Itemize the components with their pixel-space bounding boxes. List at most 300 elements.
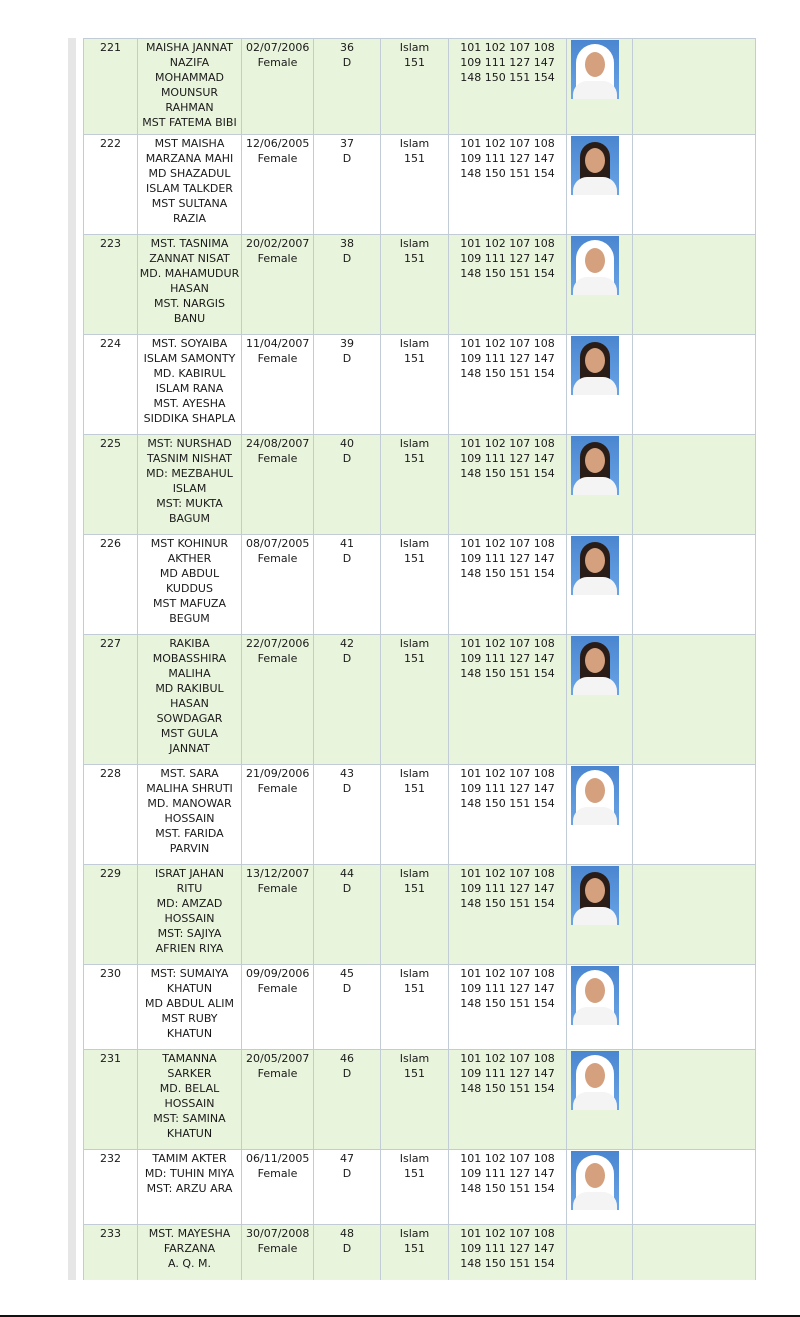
name-line: MD. BELAL [159, 1082, 220, 1095]
roll-number: 41 [340, 537, 354, 550]
religion-code: 151 [404, 152, 425, 165]
religion: Islam [399, 767, 430, 780]
remarks-cell [633, 435, 756, 535]
name-line: TAMIM AKTER [152, 1152, 227, 1165]
roll-section-cell [314, 335, 381, 435]
subject-codes: 148 150 151 154 [460, 997, 555, 1010]
gender: Female [257, 252, 298, 265]
name-line: AFRIEN RIYA [155, 942, 224, 955]
name-line: HASAN [170, 697, 209, 710]
name-line: KHATUN [166, 1127, 213, 1140]
remarks-cell [633, 635, 756, 765]
religion: Islam [399, 867, 430, 880]
name-line: MOHAMMAD [155, 71, 224, 84]
photo-face [585, 778, 605, 803]
religion: Islam [399, 537, 430, 550]
dob-gender-cell [242, 435, 314, 535]
roll-section-cell [314, 535, 381, 635]
name-line: MST: SAMINA [153, 1112, 226, 1125]
name-line: MST: ARZU ARA [146, 1182, 233, 1195]
student-name-cell [138, 765, 242, 865]
section: D [342, 782, 352, 795]
student-photo [571, 136, 619, 195]
date-of-birth: 12/06/2005 [246, 137, 310, 150]
name-line: MD RAKIBUL [155, 682, 224, 695]
dob-gender-cell [242, 1050, 314, 1150]
name-line: BEGUM [169, 612, 210, 625]
roll-number: 39 [340, 337, 354, 350]
name-line: MST. TASNIMA [150, 237, 229, 250]
table-row [84, 1225, 756, 1281]
photo-face [585, 978, 605, 1003]
row-id: 221 [100, 41, 121, 54]
date-of-birth: 06/11/2005 [246, 1152, 310, 1165]
photo-cell [567, 865, 633, 965]
name-line: ISLAM RANA [155, 382, 224, 395]
name-line: ISRAT JAHAN [155, 867, 224, 880]
row-id-cell [84, 865, 138, 965]
name-line: KHATUN [166, 1027, 213, 1040]
subject-codes: 148 150 151 154 [460, 1082, 555, 1095]
gender: Female [257, 882, 298, 895]
gender: Female [257, 782, 298, 795]
dob-gender-cell [242, 965, 314, 1050]
photo-cell [567, 1150, 633, 1225]
name-line: MALIHA [168, 667, 211, 680]
name-line: MOBASSHIRA [152, 652, 227, 665]
photo-shoulders [573, 377, 617, 395]
name-line: MD SHAZADUL [148, 167, 231, 180]
student-name-cell [138, 435, 242, 535]
student-name-cell [138, 635, 242, 765]
subject-codes: 101 102 107 108 [460, 1052, 555, 1065]
section: D [342, 1167, 352, 1180]
subjects-cell [449, 1050, 567, 1150]
name-line: MST FATEMA BIBI [142, 116, 237, 129]
remarks-cell [633, 235, 756, 335]
student-photo [571, 40, 619, 99]
row-id-cell [84, 635, 138, 765]
row-id: 229 [100, 867, 121, 880]
name-line: TAMANNA [162, 1052, 217, 1065]
name-line: RAZIA [172, 212, 207, 225]
section: D [342, 252, 352, 265]
name-line: MAISHA JANNAT [146, 41, 233, 54]
student-roster-table [83, 38, 756, 1280]
name-line: AKTHER [167, 552, 212, 565]
row-id-cell [84, 765, 138, 865]
religion: Islam [399, 137, 430, 150]
name-line: MST. MAYESHA [148, 1227, 231, 1240]
gender: Female [257, 452, 298, 465]
student-name-cell [138, 135, 242, 235]
roll-section-cell [314, 1150, 381, 1225]
roll-section-cell [314, 765, 381, 865]
name-line: ZANNAT NISAT [149, 252, 230, 265]
table-row [84, 435, 756, 535]
row-id-cell [84, 235, 138, 335]
photo-face [585, 348, 605, 373]
photo-shoulders [573, 577, 617, 595]
subject-codes: 101 102 107 108 [460, 1152, 555, 1165]
photo-face [585, 1163, 605, 1188]
religion-cell [381, 765, 449, 865]
religion-cell [381, 335, 449, 435]
name-line: HOSSAIN [164, 812, 215, 825]
dob-gender-cell [242, 635, 314, 765]
student-photo [571, 436, 619, 495]
religion-cell [381, 635, 449, 765]
religion: Islam [399, 637, 430, 650]
subjects-cell [449, 1150, 567, 1225]
name-line: MST. AYESHA [153, 397, 226, 410]
section: D [342, 982, 352, 995]
roll-number: 43 [340, 767, 354, 780]
photo-cell [567, 335, 633, 435]
photo-face [585, 248, 605, 273]
gender: Female [257, 652, 298, 665]
date-of-birth: 21/09/2006 [246, 767, 310, 780]
remarks-cell [633, 765, 756, 865]
name-line: RAHMAN [165, 101, 214, 114]
subject-codes: 148 150 151 154 [460, 1182, 555, 1195]
student-name-cell [138, 1150, 242, 1225]
roll-number: 44 [340, 867, 354, 880]
table-row [84, 865, 756, 965]
photo-cell [567, 1050, 633, 1150]
roll-number: 40 [340, 437, 354, 450]
religion-code: 151 [404, 352, 425, 365]
religion: Islam [399, 337, 430, 350]
subject-codes: 148 150 151 154 [460, 167, 555, 180]
row-id: 224 [100, 337, 121, 350]
name-line: MST MAFUZA [153, 597, 226, 610]
gender: Female [257, 56, 298, 69]
section: D [342, 352, 352, 365]
subjects-cell [449, 635, 567, 765]
photo-face [585, 548, 605, 573]
student-photo [571, 236, 619, 295]
religion: Islam [399, 1052, 430, 1065]
student-name-cell [138, 39, 242, 135]
name-line: SARKER [167, 1067, 212, 1080]
row-id-cell [84, 135, 138, 235]
row-id: 232 [100, 1152, 121, 1165]
student-photo [571, 866, 619, 925]
name-line: MARZANA MAHI [145, 152, 234, 165]
roll-number: 36 [340, 41, 354, 54]
name-line: ISLAM [172, 482, 207, 495]
row-id: 233 [100, 1227, 121, 1240]
dob-gender-cell [242, 865, 314, 965]
subject-codes: 109 111 127 147 [460, 982, 555, 995]
date-of-birth: 11/04/2007 [246, 337, 310, 350]
religion: Islam [399, 967, 430, 980]
gender: Female [257, 552, 298, 565]
remarks-cell [633, 1050, 756, 1150]
student-photo [571, 636, 619, 695]
name-line: JANNAT [169, 742, 210, 755]
table-row [84, 765, 756, 865]
religion-code: 151 [404, 252, 425, 265]
name-line: HASAN [170, 282, 209, 295]
row-id-cell [84, 1050, 138, 1150]
name-line: PARVIN [169, 842, 210, 855]
name-line: MST. SARA [160, 767, 219, 780]
religion-cell [381, 865, 449, 965]
table-row [84, 1150, 756, 1225]
name-line: SIDDIKA SHAPLA [143, 412, 236, 425]
name-line: MST: MUKTA [156, 497, 223, 510]
subject-codes: 109 111 127 147 [460, 1167, 555, 1180]
name-line: MD ABDUL ALIM [144, 997, 235, 1010]
section: D [342, 882, 352, 895]
name-line: MD. MANOWAR [147, 797, 232, 810]
religion: Islam [399, 237, 430, 250]
religion-code: 151 [404, 452, 425, 465]
subject-codes: 148 150 151 154 [460, 797, 555, 810]
roll-section-cell [314, 1225, 381, 1281]
date-of-birth: 08/07/2005 [246, 537, 310, 550]
name-line: ISLAM TALKDER [146, 182, 233, 195]
subject-codes: 148 150 151 154 [460, 567, 555, 580]
roll-number: 46 [340, 1052, 354, 1065]
row-id-cell [84, 1150, 138, 1225]
student-name-cell [138, 1225, 242, 1281]
row-id: 230 [100, 967, 121, 980]
name-line: MST MAISHA [154, 137, 225, 150]
remarks-cell [633, 135, 756, 235]
table-row [84, 235, 756, 335]
religion-cell [381, 1150, 449, 1225]
name-line: MST RUBY [161, 1012, 218, 1025]
subjects-cell [449, 765, 567, 865]
date-of-birth: 24/08/2007 [246, 437, 310, 450]
religion-code: 151 [404, 1167, 425, 1180]
roll-number: 48 [340, 1227, 354, 1240]
photo-shoulders [573, 1192, 617, 1210]
name-line: KHATUN [166, 982, 213, 995]
gender: Female [257, 1167, 298, 1180]
table-row [84, 135, 756, 235]
name-line: ISLAM SAMONTY [143, 352, 236, 365]
roll-number: 37 [340, 137, 354, 150]
subject-codes: 148 150 151 154 [460, 667, 555, 680]
subjects-cell [449, 435, 567, 535]
section: D [342, 1067, 352, 1080]
student-name-cell [138, 1050, 242, 1150]
name-line: MST: SAJIYA [157, 927, 222, 940]
name-line: MST. NARGIS [153, 297, 226, 310]
photo-face [585, 878, 605, 903]
roll-number: 42 [340, 637, 354, 650]
name-line: BANU [173, 312, 206, 325]
dob-gender-cell [242, 135, 314, 235]
subject-codes: 148 150 151 154 [460, 1257, 555, 1270]
student-photo [571, 766, 619, 825]
dob-gender-cell [242, 535, 314, 635]
remarks-cell [633, 1225, 756, 1281]
religion-cell [381, 1225, 449, 1281]
row-id-cell [84, 39, 138, 135]
roll-number: 47 [340, 1152, 354, 1165]
row-id: 223 [100, 237, 121, 250]
subject-codes: 109 111 127 147 [460, 552, 555, 565]
photo-cell [567, 39, 633, 135]
photo-shoulders [573, 477, 617, 495]
table-row [84, 635, 756, 765]
name-line: BAGUM [169, 512, 210, 525]
student-name-cell [138, 235, 242, 335]
section: D [342, 552, 352, 565]
row-id: 227 [100, 637, 121, 650]
subject-codes: 101 102 107 108 [460, 137, 555, 150]
roll-section-cell [314, 135, 381, 235]
photo-cell [567, 635, 633, 765]
religion: Islam [399, 41, 430, 54]
row-id-cell [84, 965, 138, 1050]
religion-code: 151 [404, 982, 425, 995]
row-id: 228 [100, 767, 121, 780]
photo-face [585, 52, 605, 77]
section: D [342, 652, 352, 665]
photo-shoulders [573, 177, 617, 195]
student-photo [571, 536, 619, 595]
religion-code: 151 [404, 1067, 425, 1080]
religion-code: 151 [404, 552, 425, 565]
name-line: SOWDAGAR [156, 712, 223, 725]
dob-gender-cell [242, 765, 314, 865]
row-id: 226 [100, 537, 121, 550]
subject-codes: 148 150 151 154 [460, 897, 555, 910]
religion-cell [381, 535, 449, 635]
subject-codes: 109 111 127 147 [460, 1242, 555, 1255]
subjects-cell [449, 535, 567, 635]
student-name-cell [138, 865, 242, 965]
remarks-cell [633, 965, 756, 1050]
table-row [84, 39, 756, 135]
subject-codes: 101 102 107 108 [460, 767, 555, 780]
row-id-cell [84, 335, 138, 435]
remarks-cell [633, 335, 756, 435]
religion-code: 151 [404, 782, 425, 795]
table-row [84, 965, 756, 1050]
remarks-cell [633, 535, 756, 635]
gender: Female [257, 982, 298, 995]
date-of-birth: 20/02/2007 [246, 237, 310, 250]
subject-codes: 109 111 127 147 [460, 652, 555, 665]
religion: Islam [399, 437, 430, 450]
subject-codes: 101 102 107 108 [460, 537, 555, 550]
subject-codes: 101 102 107 108 [460, 337, 555, 350]
photo-face [585, 448, 605, 473]
religion: Islam [399, 1152, 430, 1165]
row-id: 222 [100, 137, 121, 150]
name-line: MST. FARIDA [155, 827, 224, 840]
name-line: MST SULTANA [151, 197, 228, 210]
table-row [84, 1050, 756, 1150]
name-line: MD ABDUL [159, 567, 220, 580]
date-of-birth: 20/05/2007 [246, 1052, 310, 1065]
student-photo [571, 336, 619, 395]
section: D [342, 56, 352, 69]
row-id-cell [84, 535, 138, 635]
roll-section-cell [314, 865, 381, 965]
photo-shoulders [573, 277, 617, 295]
religion-code: 151 [404, 882, 425, 895]
roll-section-cell [314, 635, 381, 765]
subject-codes: 109 111 127 147 [460, 56, 555, 69]
religion-cell [381, 1050, 449, 1150]
table-row [84, 535, 756, 635]
roll-section-cell [314, 965, 381, 1050]
name-line: MD. MAHAMUDUR [139, 267, 240, 280]
religion: Islam [399, 1227, 430, 1240]
subjects-cell [449, 1225, 567, 1281]
religion-cell [381, 39, 449, 135]
dob-gender-cell [242, 39, 314, 135]
name-line: MD: AMZAD [156, 897, 223, 910]
subjects-cell [449, 39, 567, 135]
photo-cell [567, 765, 633, 865]
photo-cell [567, 135, 633, 235]
subjects-cell [449, 965, 567, 1050]
photo-face [585, 148, 605, 173]
photo-cell [567, 235, 633, 335]
subject-codes: 101 102 107 108 [460, 637, 555, 650]
roll-section-cell [314, 435, 381, 535]
name-line: MST. SOYAIBA [151, 337, 228, 350]
subjects-cell [449, 335, 567, 435]
subject-codes: 148 150 151 154 [460, 267, 555, 280]
subject-codes: 101 102 107 108 [460, 867, 555, 880]
photo-cell [567, 435, 633, 535]
section: D [342, 452, 352, 465]
subject-codes: 148 150 151 154 [460, 71, 555, 84]
photo-face [585, 648, 605, 673]
remarks-cell [633, 865, 756, 965]
photo-shoulders [573, 807, 617, 825]
row-id-cell [84, 1225, 138, 1281]
subject-codes: 109 111 127 147 [460, 782, 555, 795]
religion-cell [381, 135, 449, 235]
name-line: MST GULA [160, 727, 219, 740]
religion-cell [381, 235, 449, 335]
subjects-cell [449, 865, 567, 965]
row-id: 231 [100, 1052, 121, 1065]
roster-body [84, 39, 756, 1281]
photo-cell [567, 535, 633, 635]
subject-codes: 109 111 127 147 [460, 152, 555, 165]
photo-cell [567, 1225, 633, 1281]
remarks-cell [633, 39, 756, 135]
subject-codes: 109 111 127 147 [460, 452, 555, 465]
subject-codes: 101 102 107 108 [460, 1227, 555, 1240]
gender: Female [257, 152, 298, 165]
table-row [84, 335, 756, 435]
gender: Female [257, 352, 298, 365]
subject-codes: 101 102 107 108 [460, 237, 555, 250]
name-line: RAKIBA [169, 637, 210, 650]
subject-codes: 148 150 151 154 [460, 367, 555, 380]
student-name-cell [138, 535, 242, 635]
gender: Female [257, 1242, 298, 1255]
religion-code: 151 [404, 56, 425, 69]
roll-section-cell [314, 235, 381, 335]
date-of-birth: 13/12/2007 [246, 867, 310, 880]
gender: Female [257, 1067, 298, 1080]
subject-codes: 109 111 127 147 [460, 252, 555, 265]
